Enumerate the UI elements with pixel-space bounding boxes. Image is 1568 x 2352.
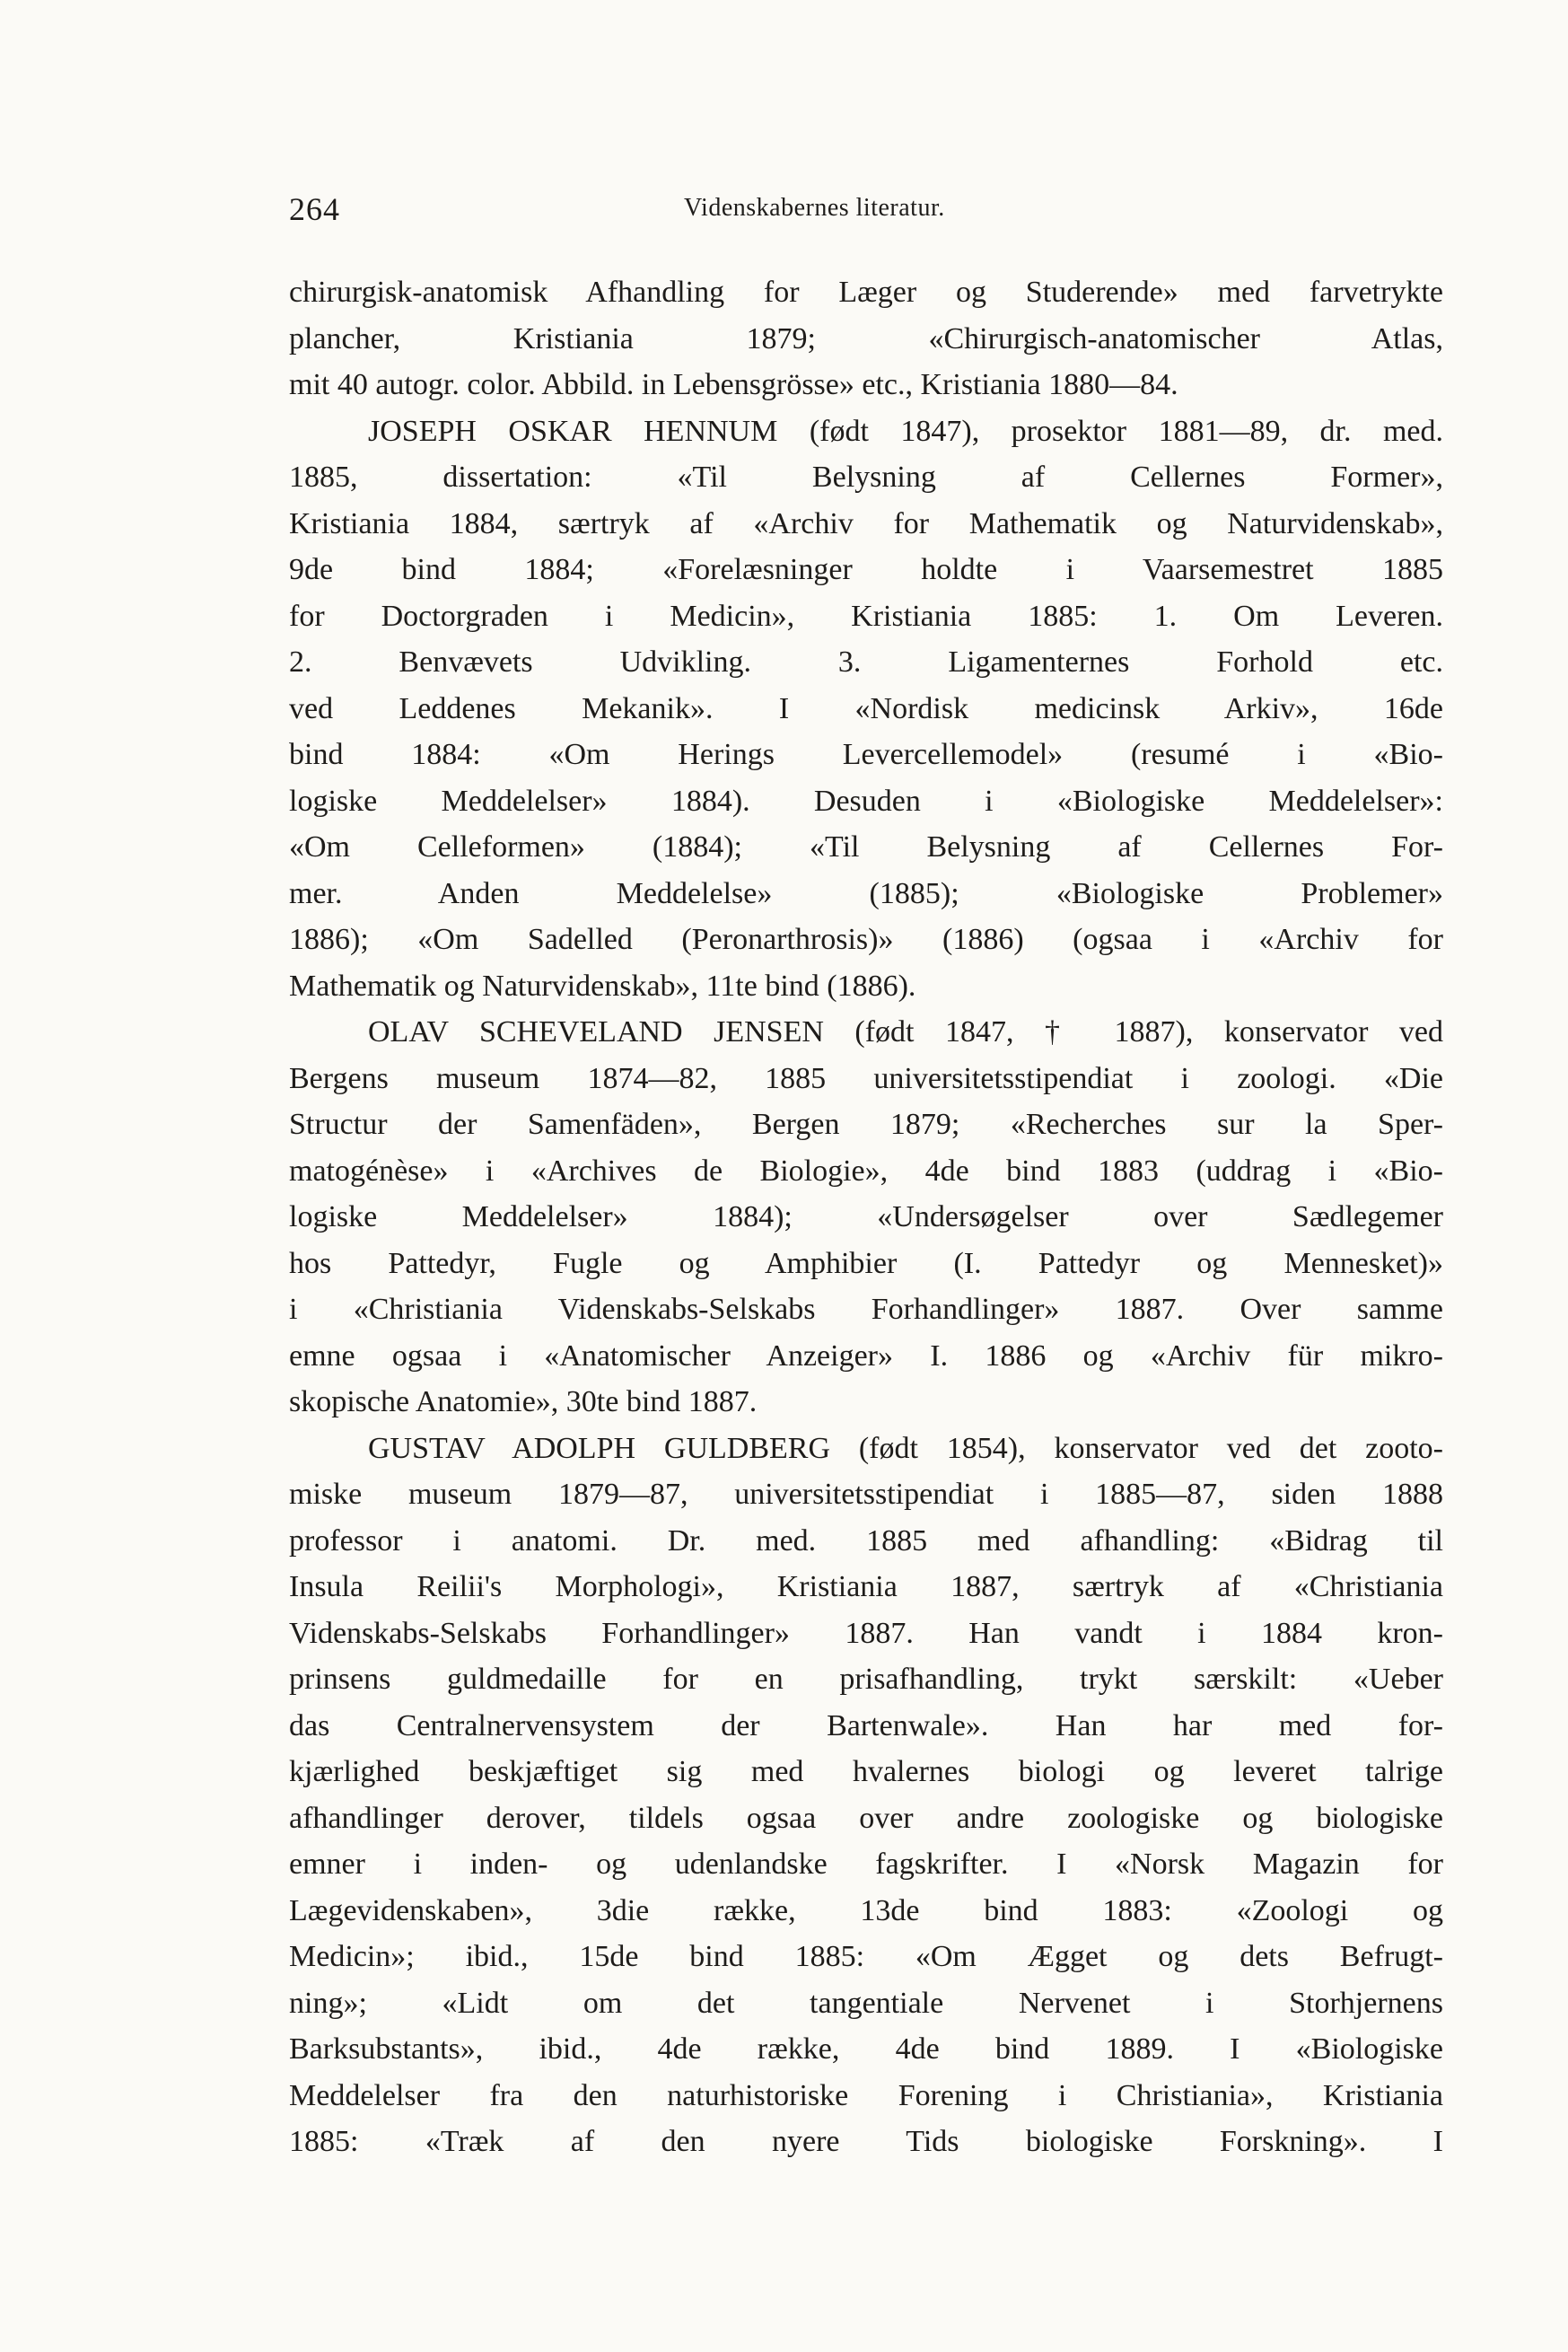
entry-heading-line: GUSTAV ADOLPH GULDBERG (født 1854), konservator ved det zooto-: [368, 1431, 1443, 1465]
text-line: 1885, dissertation: «Til Belysning af Cellernes Former»,: [289, 461, 1443, 494]
text-line: «Om Celleformen» (1884); «Til Belysning af Cellernes For-: [289, 830, 1443, 864]
text-line: emner i inden- og udenlandske fagskrifter. I «Norsk Magazin for: [289, 1847, 1443, 1881]
text-line: chirurgisk-anatomisk Afhandling for Læger og Studerende» med farvetrykte: [289, 276, 1443, 309]
running-title: Videnskabernes literatur.: [684, 194, 945, 222]
text-line: miske museum 1879—87, universitetsstipendiat i 1885—87, siden 1888: [289, 1478, 1443, 1511]
text-line: Mathematik og Naturvidenskab», 11te bind (1886).: [289, 969, 916, 1003]
text-line: logiske Meddelelser» 1884); «Undersøgelser over Sædlegemer: [289, 1200, 1443, 1233]
text-line: Barksubstants», ibid., 4de række, 4de bind 1889. I «Biologiske: [289, 2032, 1443, 2066]
text-line: prinsens guldmedaille for en prisafhandling, trykt særskilt: «Ueber: [289, 1663, 1443, 1696]
text-line: emne ogsaa i «Anatomischer Anzeiger» I. 1886 og «Archiv für mikro-: [289, 1338, 1443, 1373]
text-line: mer. Anden Meddelelse» (1885); «Biologiske Problemer»: [289, 876, 1443, 910]
page-header: [289, 190, 1443, 232]
text-line: for Doctorgraden i Medicin», Kristiania 1885: 1. Om Leveren.: [289, 599, 1443, 633]
text-line: hos Pattedyr, Fugle og Amphibier (I. Pattedyr og Mennesket)»: [289, 1246, 1443, 1280]
text-line: 1886); «Om Sadelled (Peronarthrosis)» (1886) (ogsaa i «Archiv for: [289, 923, 1443, 956]
text-line: bind 1884: «Om Herings Levercellemodel» (resumé i «Bio-: [289, 738, 1443, 771]
text-line: logiske Meddelelser» 1884). Desuden i «Biologiske Meddelelser»:: [289, 784, 1443, 818]
text-line: matogénèse» i «Archives de Biologie», 4de bind 1883 (uddrag i «Bio-: [289, 1154, 1443, 1188]
text-line: plancher, Kristiania 1879; «Chirurgisch-anatomischer Atlas,: [289, 321, 1443, 355]
text-line: Lægevidenskaben», 3die række, 13de bind 1883: «Zoologi og: [289, 1893, 1443, 1927]
text-line: 9de bind 1884; «Forelæsninger holdte i Vaarsemestret 1885: [289, 553, 1443, 586]
text-line: 1885: «Træk af den nyere Tids biologiske Forskning». I: [289, 2125, 1443, 2158]
text-line: skopische Anatomie», 30te bind 1887.: [289, 1385, 758, 1418]
text-line: mit 40 autogr. color. Abbild. in Lebensgrösse» etc., Kristiania 1880—84.: [289, 368, 1178, 401]
text-line: Insula Reilii's Morphologi», Kristiania 1887, særtryk af «Christiania: [289, 1570, 1443, 1603]
text-line: das Centralnervensystem der Bartenwale». Han har med for-: [289, 1708, 1443, 1742]
entry-heading-line: OLAV SCHEVELAND JENSEN (født 1847, † 1887), konservator ved: [368, 1015, 1443, 1049]
text-line: professor i anatomi. Dr. med. 1885 med afhandling: «Bidrag til: [289, 1523, 1443, 1558]
text-line: Bergens museum 1874—82, 1885 universitetsstipendiat i zoologi. «Die: [289, 1061, 1443, 1095]
body-text: [289, 269, 1443, 2165]
page-number: 264: [289, 191, 340, 227]
text-line: kjærlighed beskjæftiget sig med hvalernes biologi og leveret talrige: [289, 1755, 1443, 1788]
text-line: Medicin»; ibid., 15de bind 1885: «Om Ægget og dets Befrugt-: [289, 1940, 1443, 1973]
text-line: Meddelelser fra den naturhistoriske Forening i Christiania», Kristiania: [289, 2078, 1443, 2112]
text-line: Structur der Samenfäden», Bergen 1879; «Recherches sur la Sper-: [289, 1108, 1443, 1141]
text-line: Kristiania 1884, særtryk af «Archiv for Mathematik og Naturvidenskab»,: [289, 506, 1443, 540]
text-line: ved Leddenes Mekanik». I «Nordisk medicinsk Arkiv», 16de: [289, 691, 1443, 725]
text-line: Videnskabs-Selskabs Forhandlinger» 1887. Han vandt i 1884 kron-: [289, 1616, 1443, 1650]
text-line: 2. Benvævets Udvikling. 3. Ligamenternes Forhold etc.: [289, 645, 1443, 679]
text-line: i «Christiania Videnskabs-Selskabs Forhandlinger» 1887. Over samme: [289, 1293, 1443, 1326]
entry-heading-line: JOSEPH OSKAR HENNUM (født 1847), prosektor 1881—89, dr. med.: [368, 414, 1443, 448]
text-line: afhandlinger derover, tildels ogsaa over andre zoologiske og biologiske: [289, 1801, 1443, 1835]
text-line: ning»; «Lidt om det tangentiale Nervenet i Storhjernens: [289, 1986, 1443, 2020]
